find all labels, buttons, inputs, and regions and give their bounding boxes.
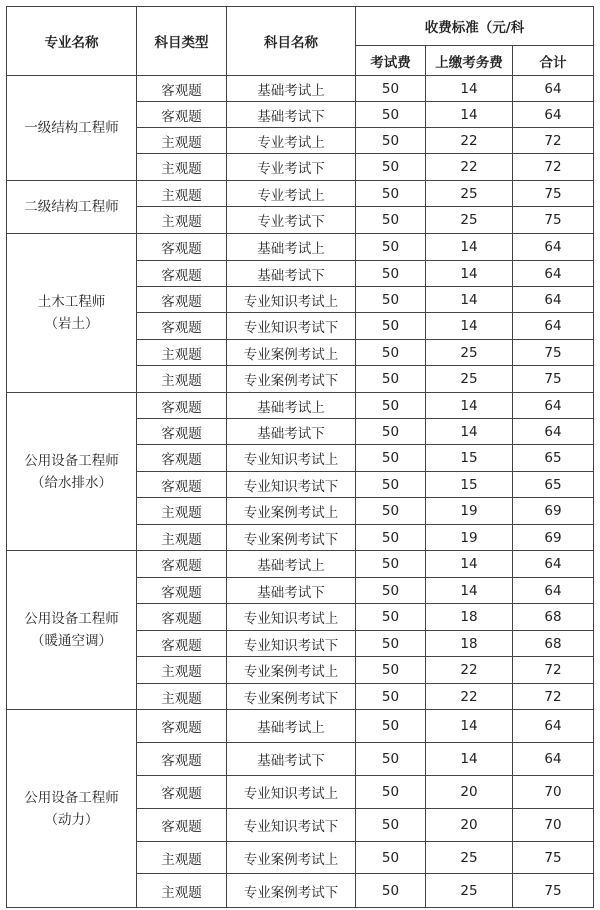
total-cell: 68 (513, 631, 594, 657)
subject-name-cell: 基础考试下 (227, 743, 356, 776)
subject-name-cell: 专业案例考试上 (227, 842, 356, 874)
subject-name-cell: 基础考试上 (227, 76, 356, 102)
total-cell: 75 (513, 340, 594, 366)
exam-fee-cell: 50 (356, 578, 426, 604)
exam-fee-cell: 50 (356, 207, 426, 234)
exam-fee-cell: 50 (356, 102, 426, 128)
exam-fee-cell: 50 (356, 551, 426, 578)
subject-type-cell: 主观题 (137, 525, 227, 551)
exam-fee-cell: 50 (356, 842, 426, 874)
header-major: 专业名称 (7, 7, 137, 76)
subject-type-cell: 客观题 (137, 472, 227, 498)
subject-type-cell: 主观题 (137, 181, 227, 207)
total-cell: 68 (513, 604, 594, 631)
service-fee-cell: 25 (426, 842, 513, 874)
service-fee-cell: 22 (426, 657, 513, 684)
major-name-cell (7, 181, 137, 234)
total-cell: 64 (513, 393, 594, 419)
exam-fee-cell: 50 (356, 874, 426, 908)
subject-name-cell: 专业考试下 (227, 207, 356, 234)
service-fee-cell: 14 (426, 234, 513, 261)
subject-name-cell: 基础考试下 (227, 419, 356, 445)
major-name-line: 土木工程师 (37, 294, 106, 310)
major-name-cell (7, 710, 137, 908)
service-fee-cell: 22 (426, 128, 513, 154)
service-fee-cell: 25 (426, 366, 513, 393)
major-name-line: （给水排水） (31, 474, 112, 491)
exam-fee-cell: 50 (356, 809, 426, 842)
subject-name-cell: 基础考试上 (227, 393, 356, 419)
service-fee-cell: 14 (426, 551, 513, 578)
subject-type-cell: 主观题 (137, 874, 227, 908)
subject-name-cell: 基础考试下 (227, 578, 356, 604)
table-row (7, 393, 594, 419)
service-fee-cell: 22 (426, 154, 513, 181)
subject-type-cell: 主观题 (137, 128, 227, 154)
major-name-line: 一级结构工程师 (24, 120, 119, 136)
service-fee-cell: 25 (426, 207, 513, 234)
total-cell: 65 (513, 445, 594, 472)
service-fee-cell: 20 (426, 776, 513, 809)
exam-fee-cell: 50 (356, 181, 426, 207)
total-cell: 75 (513, 181, 594, 207)
total-cell: 64 (513, 551, 594, 578)
service-fee-cell: 14 (426, 393, 513, 419)
total-cell: 64 (513, 102, 594, 128)
service-fee-cell: 25 (426, 181, 513, 207)
major-name-cell (7, 393, 137, 551)
subject-type-cell: 客观题 (137, 809, 227, 842)
total-cell: 64 (513, 234, 594, 261)
subject-type-cell: 客观题 (137, 313, 227, 340)
exam-fee-cell: 50 (356, 313, 426, 340)
service-fee-cell: 14 (426, 313, 513, 340)
service-fee-cell: 25 (426, 340, 513, 366)
service-fee-cell: 15 (426, 472, 513, 498)
service-fee-cell: 18 (426, 631, 513, 657)
service-fee-cell: 19 (426, 498, 513, 525)
subject-name-cell: 专业案例考试上 (227, 657, 356, 684)
major-name-line: （岩土） (44, 316, 99, 332)
service-fee-cell: 25 (426, 874, 513, 908)
total-cell: 72 (513, 657, 594, 684)
fee-table (6, 6, 594, 908)
subject-type-cell: 客观题 (137, 419, 227, 445)
total-cell: 69 (513, 498, 594, 525)
subject-type-cell: 主观题 (137, 340, 227, 366)
total-cell: 64 (513, 76, 594, 102)
table-row (7, 710, 594, 743)
exam-fee-cell: 50 (356, 684, 426, 710)
service-fee-cell: 18 (426, 604, 513, 631)
subject-name-cell: 基础考试上 (227, 234, 356, 261)
total-cell: 70 (513, 809, 594, 842)
subject-name-cell: 专业考试下 (227, 154, 356, 181)
total-cell: 75 (513, 874, 594, 908)
major-name-line: 二级结构工程师 (24, 199, 119, 215)
total-cell: 64 (513, 261, 594, 287)
exam-fee-cell: 50 (356, 76, 426, 102)
table-body (7, 76, 594, 908)
subject-type-cell: 客观题 (137, 287, 227, 313)
exam-fee-cell: 50 (356, 445, 426, 472)
subject-type-cell: 主观题 (137, 154, 227, 181)
exam-fee-cell: 50 (356, 261, 426, 287)
subject-name-cell: 专业知识考试下 (227, 809, 356, 842)
subject-type-cell: 主观题 (137, 842, 227, 874)
total-cell: 64 (513, 743, 594, 776)
major-name-line: （动力） (44, 811, 99, 828)
major-name-cell (7, 234, 137, 393)
major-name-cell (7, 551, 137, 710)
subject-name-cell: 专业知识考试上 (227, 604, 356, 631)
exam-fee-cell: 50 (356, 472, 426, 498)
service-fee-cell: 14 (426, 419, 513, 445)
total-cell: 75 (513, 366, 594, 393)
subject-name-cell: 专业知识考试下 (227, 631, 356, 657)
subject-name-cell: 专业案例考试下 (227, 684, 356, 710)
exam-fee-cell: 50 (356, 498, 426, 525)
subject-type-cell: 主观题 (137, 684, 227, 710)
exam-fee-cell: 50 (356, 657, 426, 684)
major-name-line: 公用设备工程师 (24, 789, 119, 806)
subject-type-cell: 客观题 (137, 578, 227, 604)
subject-name-cell: 专业案例考试下 (227, 874, 356, 908)
total-cell: 70 (513, 776, 594, 809)
total-cell: 64 (513, 578, 594, 604)
exam-fee-cell: 50 (356, 710, 426, 743)
exam-fee-cell: 50 (356, 128, 426, 154)
subject-type-cell: 主观题 (137, 657, 227, 684)
subject-name-cell: 基础考试下 (227, 261, 356, 287)
header-subject-type: 科目类型 (137, 7, 227, 76)
major-name-line: 公用设备工程师 (24, 452, 119, 469)
header-subject-name: 科目名称 (227, 7, 356, 76)
exam-fee-cell: 50 (356, 340, 426, 366)
subject-name-cell: 基础考试上 (227, 551, 356, 578)
total-cell: 72 (513, 684, 594, 710)
subject-type-cell: 客观题 (137, 776, 227, 809)
exam-fee-cell: 50 (356, 604, 426, 631)
subject-name-cell: 基础考试下 (227, 102, 356, 128)
total-cell: 64 (513, 710, 594, 743)
service-fee-cell: 14 (426, 261, 513, 287)
exam-fee-cell: 50 (356, 234, 426, 261)
table-row (7, 181, 594, 207)
total-cell: 65 (513, 472, 594, 498)
total-cell: 75 (513, 207, 594, 234)
total-cell: 69 (513, 525, 594, 551)
subject-type-cell: 客观题 (137, 261, 227, 287)
exam-fee-cell: 50 (356, 743, 426, 776)
table-row (7, 76, 594, 102)
subject-type-cell: 客观题 (137, 102, 227, 128)
major-name-line: 公用设备工程师 (24, 611, 119, 627)
service-fee-cell: 14 (426, 76, 513, 102)
service-fee-cell: 19 (426, 525, 513, 551)
exam-fee-cell: 50 (356, 366, 426, 393)
exam-fee-cell: 50 (356, 419, 426, 445)
subject-type-cell: 客观题 (137, 710, 227, 743)
subject-name-cell: 专业案例考试上 (227, 340, 356, 366)
service-fee-cell: 14 (426, 578, 513, 604)
exam-fee-cell: 50 (356, 631, 426, 657)
exam-fee-cell: 50 (356, 154, 426, 181)
service-fee-cell: 15 (426, 445, 513, 472)
exam-fee-cell: 50 (356, 287, 426, 313)
service-fee-cell: 14 (426, 287, 513, 313)
subject-name-cell: 专业知识考试下 (227, 313, 356, 340)
service-fee-cell: 20 (426, 809, 513, 842)
subject-name-cell: 专业知识考试上 (227, 287, 356, 313)
service-fee-cell: 14 (426, 710, 513, 743)
subject-type-cell: 主观题 (137, 207, 227, 234)
total-cell: 64 (513, 313, 594, 340)
subject-name-cell: 专业考试上 (227, 128, 356, 154)
subject-type-cell: 主观题 (137, 366, 227, 393)
subject-name-cell: 专业案例考试上 (227, 498, 356, 525)
subject-type-cell: 客观题 (137, 604, 227, 631)
service-fee-cell: 14 (426, 743, 513, 776)
total-cell: 72 (513, 128, 594, 154)
total-cell: 64 (513, 419, 594, 445)
major-name-cell (7, 76, 137, 181)
exam-fee-cell: 50 (356, 393, 426, 419)
subject-name-cell: 专业知识考试下 (227, 472, 356, 498)
table-row (7, 551, 594, 578)
total-cell: 64 (513, 287, 594, 313)
header-service-fee: 上缴考务费 (426, 46, 513, 76)
service-fee-cell: 14 (426, 102, 513, 128)
subject-type-cell: 主观题 (137, 498, 227, 525)
table-row (7, 234, 594, 261)
subject-name-cell: 专业考试上 (227, 181, 356, 207)
subject-type-cell: 客观题 (137, 234, 227, 261)
subject-type-cell: 客观题 (137, 76, 227, 102)
header-row-1 (7, 7, 594, 46)
subject-type-cell: 客观题 (137, 631, 227, 657)
subject-name-cell: 专业知识考试上 (227, 776, 356, 809)
subject-name-cell: 基础考试上 (227, 710, 356, 743)
subject-name-cell: 专业案例考试下 (227, 525, 356, 551)
service-fee-cell: 22 (426, 684, 513, 710)
subject-name-cell: 专业案例考试下 (227, 366, 356, 393)
subject-type-cell: 客观题 (137, 445, 227, 472)
header-fee-standard: 收费标准（元/科 (356, 7, 594, 46)
subject-type-cell: 客观题 (137, 551, 227, 578)
total-cell: 72 (513, 154, 594, 181)
major-name-line: （暖通空调） (31, 633, 112, 649)
header-exam-fee: 考试费 (356, 46, 426, 76)
subject-type-cell: 客观题 (137, 393, 227, 419)
total-cell: 75 (513, 842, 594, 874)
subject-type-cell: 客观题 (137, 743, 227, 776)
exam-fee-cell: 50 (356, 525, 426, 551)
subject-name-cell: 专业知识考试上 (227, 445, 356, 472)
exam-fee-cell: 50 (356, 776, 426, 809)
header-total: 合计 (513, 46, 594, 76)
